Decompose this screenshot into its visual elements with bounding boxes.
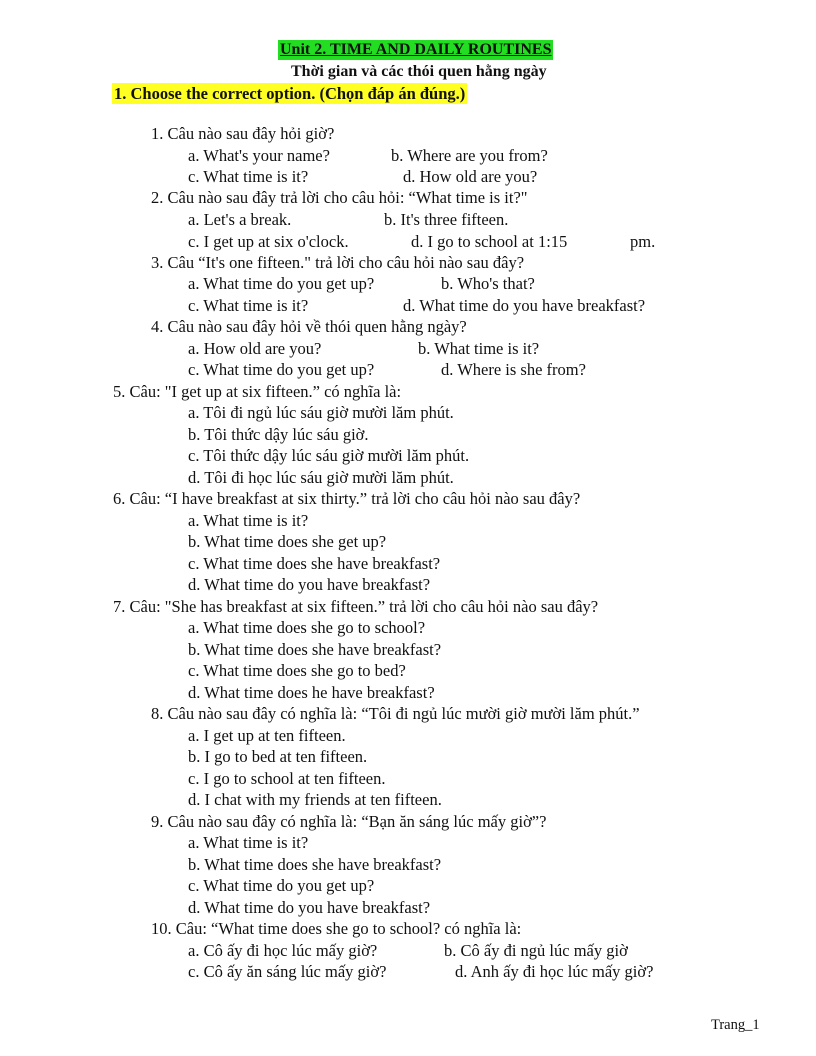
question-stem: 1. Câu nào sau đây hỏi giờ? [151,124,335,143]
question-stem: 10. Câu: “What time does she go to school? có nghĩa là: [151,919,522,938]
option-c: c. What time does she go to bed? [188,661,406,680]
option-a: a. Tôi đi ngủ lúc sáu giờ mười lăm phút. [188,403,454,422]
option-b: b. What time does she get up? [188,532,387,551]
option-d: d. How old are you? [403,167,538,186]
option-c: c. Cô ấy ăn sáng lúc mấy giờ? [188,962,387,981]
question-stem: 8. Câu nào sau đây có nghĩa là: “Tôi đi ngủ lúc mười giờ mười lăm phút.” [151,704,640,723]
section-heading: 1. Choose the correct option. (Chọn đáp án đúng.) [114,84,466,103]
option-b: b. I go to bed at ten fifteen. [188,747,368,766]
option-d: d. I chat with my friends at ten fifteen. [188,790,442,809]
unit-title: Unit 2. TIME AND DAILY ROUTINES [280,41,552,58]
option-d: d. I go to school at 1:15 [411,232,568,251]
option-c: c. What time is it? [188,296,309,315]
question-stem: 4. Câu nào sau đây hỏi về thói quen hằng ngày? [151,317,467,336]
option-a: a. Let's a break. [188,210,292,229]
option-a: a. Cô ấy đi học lúc mấy giờ? [188,941,378,960]
option-c: c. What time do you get up? [188,876,375,895]
question-stem: 5. Câu: "I get up at six fifteen.” có nghĩa là: [113,382,402,401]
question-stem: 2. Câu nào sau đây trả lời cho câu hỏi: “What time is it?" [151,188,528,207]
option-a: a. What time does she go to school? [188,618,426,637]
option-d: d. Where is she from? [441,360,586,379]
page-number: Trang_1 [711,1017,760,1033]
option-c: c. What time do you get up? [188,360,375,379]
option-d: d. What time do you have breakfast? [403,296,646,315]
option-b: b. What time does she have breakfast? [188,855,442,874]
option-d: d. What time do you have breakfast? [188,898,431,917]
question-stem: 9. Câu nào sau đây có nghĩa là: “Bạn ăn sáng lúc mấy giờ”? [151,812,547,831]
option-a: a. What's your name? [188,146,330,165]
option-b: b. Who's that? [441,274,535,293]
option-c: c. What time does she have breakfast? [188,554,441,573]
option-c: c. Tôi thức dậy lúc sáu giờ mười lăm phút. [188,446,470,465]
option-c: c. I go to school at ten fifteen. [188,769,386,788]
question-stem: 3. Câu “It's one fifteen." trả lời cho câu hỏi nào sau đây? [151,253,525,272]
option-a: a. I get up at ten fifteen. [188,726,346,745]
option-a: a. What time is it? [188,511,309,530]
option-b: b. It's three fifteen. [384,210,509,229]
question-stem: 7. Câu: "She has breakfast at six fifteen.” trả lời cho câu hỏi nào sau đây? [113,597,599,616]
option-b: b. Cô ấy đi ngủ lúc mấy giờ [444,941,628,960]
option-d: d. Anh ấy đi học lúc mấy giờ? [455,962,654,981]
option-b: b. Where are you from? [391,146,548,165]
option-d: d. What time does he have breakfast? [188,683,435,702]
unit-subtitle: Thời gian và các thói quen hằng ngày [291,63,547,80]
option-b: b. Tôi thức dậy lúc sáu giờ. [188,425,369,444]
question-stem: 6. Câu: “I have breakfast at six thirty.” trả lời cho câu hỏi nào sau đây? [113,489,581,508]
option-d: d. Tôi đi học lúc sáu giờ mười lăm phút. [188,468,454,487]
option-a: a. What time do you get up? [188,274,375,293]
option-c: c. I get up at six o'clock. [188,232,349,251]
option-a: a. How old are you? [188,339,322,358]
option-b: b. What time is it? [418,339,540,358]
option-d-tail: pm. [630,232,656,251]
option-a: a. What time is it? [188,833,309,852]
option-c: c. What time is it? [188,167,309,186]
option-b: b. What time does she have breakfast? [188,640,442,659]
option-d: d. What time do you have breakfast? [188,575,431,594]
